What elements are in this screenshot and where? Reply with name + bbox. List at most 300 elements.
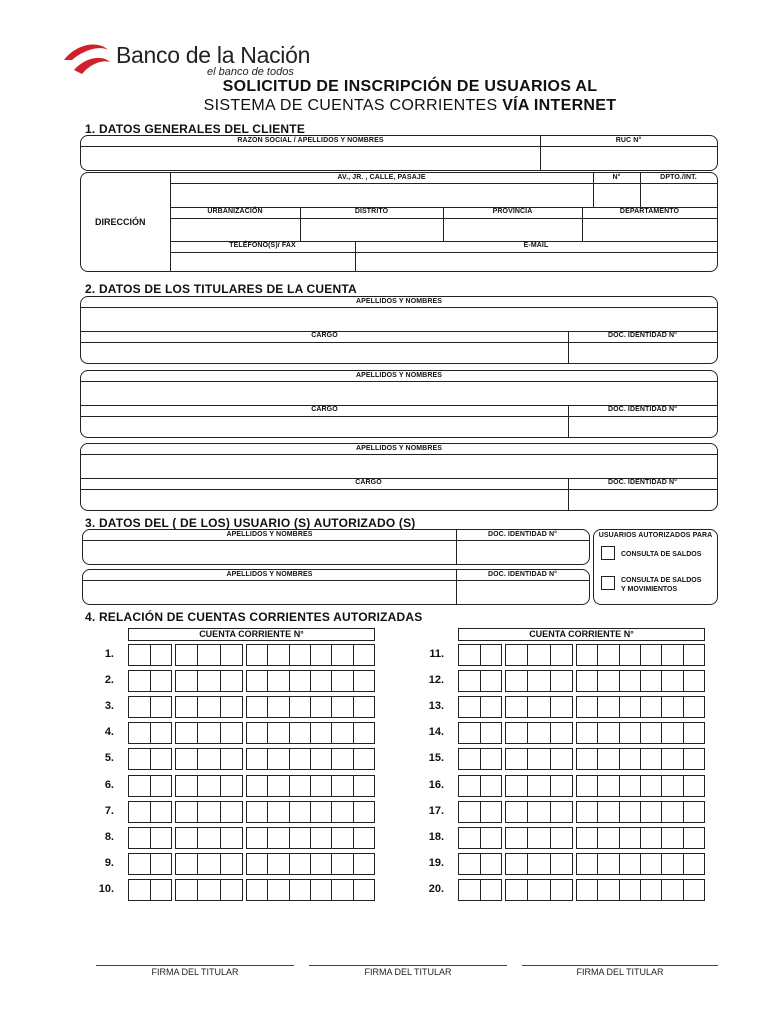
account-digit-cell[interactable] <box>641 645 662 665</box>
account-digit-cell[interactable] <box>662 880 683 900</box>
account-digit-group <box>505 670 573 692</box>
account-digit-cell[interactable] <box>176 880 198 900</box>
account-digit-cell[interactable] <box>577 697 598 717</box>
account-digit-cell[interactable] <box>528 697 550 717</box>
account-digit-cell[interactable] <box>598 776 619 796</box>
account-digit-cell[interactable] <box>620 880 641 900</box>
account-digit-cell[interactable] <box>268 802 289 822</box>
account-row-number: 6. <box>104 779 114 791</box>
account-digit-cell[interactable] <box>481 854 502 874</box>
account-digit-cell[interactable] <box>684 828 704 848</box>
client-name-box <box>80 135 718 171</box>
account-digit-cell[interactable] <box>481 880 502 900</box>
account-digit-cell[interactable] <box>528 854 550 874</box>
account-digit-cell[interactable] <box>129 645 151 665</box>
account-row-number: 4. <box>104 726 114 738</box>
account-digit-cell[interactable] <box>198 854 220 874</box>
titular-doc-label: DOC. IDENTIDAD N° <box>607 406 678 413</box>
account-digit-cell[interactable] <box>268 880 289 900</box>
account-digit-group <box>505 827 573 849</box>
account-digit-cell[interactable] <box>290 776 311 796</box>
account-digit-cell[interactable] <box>551 854 572 874</box>
account-digit-cell[interactable] <box>247 749 268 769</box>
account-digit-cell[interactable] <box>598 828 619 848</box>
account-digit-cell[interactable] <box>176 749 198 769</box>
account-digit-cell[interactable] <box>247 880 268 900</box>
direccion-label: DIRECCIÓN <box>95 217 146 227</box>
account-digit-cell[interactable] <box>506 776 528 796</box>
account-digit-cell[interactable] <box>506 828 528 848</box>
account-digit-cell[interactable] <box>311 671 332 691</box>
account-digit-group <box>458 827 502 849</box>
account-digit-cell[interactable] <box>528 723 550 743</box>
account-digit-cell[interactable] <box>129 880 151 900</box>
account-digit-cell[interactable] <box>459 854 481 874</box>
account-digit-cell[interactable] <box>598 749 619 769</box>
consulta-movimientos-line1: CONSULTA DE SALDOS <box>621 577 702 584</box>
account-digit-cell[interactable] <box>641 854 662 874</box>
account-digit-group <box>175 722 243 744</box>
account-digit-cell[interactable] <box>620 776 641 796</box>
account-digit-cell[interactable] <box>459 645 481 665</box>
account-digit-cell[interactable] <box>129 776 151 796</box>
account-digit-cell[interactable] <box>198 671 220 691</box>
account-digit-cell[interactable] <box>311 828 332 848</box>
signature-line-3 <box>522 965 718 966</box>
account-digit-cell[interactable] <box>684 671 704 691</box>
account-digit-cell[interactable] <box>551 723 572 743</box>
account-digit-cell[interactable] <box>129 749 151 769</box>
account-digit-cell[interactable] <box>506 749 528 769</box>
account-digit-cell[interactable] <box>662 854 683 874</box>
account-digit-group <box>458 879 502 901</box>
account-digit-cell[interactable] <box>198 828 220 848</box>
provincia-label: PROVINCIA <box>492 208 533 215</box>
account-digit-cell[interactable] <box>662 723 683 743</box>
account-digit-cell[interactable] <box>332 880 353 900</box>
account-digit-cell[interactable] <box>620 671 641 691</box>
account-digit-cell[interactable] <box>641 776 662 796</box>
account-digit-cell[interactable] <box>268 697 289 717</box>
account-row-number: 3. <box>104 700 114 712</box>
account-digit-cell[interactable] <box>506 802 528 822</box>
account-digit-cell[interactable] <box>129 828 151 848</box>
account-digit-cell[interactable] <box>684 776 704 796</box>
account-digit-cell[interactable] <box>354 776 374 796</box>
account-digit-cell[interactable] <box>577 723 598 743</box>
account-digit-group <box>175 801 243 823</box>
account-digit-cell[interactable] <box>290 828 311 848</box>
account-digit-cell[interactable] <box>247 697 268 717</box>
account-digit-cell[interactable] <box>176 697 198 717</box>
titular-box-1 <box>80 296 718 364</box>
ruc-label: RUC N° <box>615 137 642 144</box>
account-digit-cell[interactable] <box>176 723 198 743</box>
account-digit-group <box>246 670 375 692</box>
account-row-number: 11. <box>429 648 444 660</box>
departamento-label: DEPARTAMENTO <box>619 208 680 215</box>
account-digit-cell[interactable] <box>151 645 172 665</box>
account-digit-cell[interactable] <box>198 697 220 717</box>
account-digit-cell[interactable] <box>684 802 704 822</box>
signature-line-1 <box>96 965 294 966</box>
account-digit-cell[interactable] <box>332 828 353 848</box>
account-digit-cell[interactable] <box>290 880 311 900</box>
account-digit-cell[interactable] <box>247 802 268 822</box>
account-digit-cell[interactable] <box>332 749 353 769</box>
account-digit-group <box>175 853 243 875</box>
account-digit-cell[interactable] <box>176 776 198 796</box>
account-digit-cell[interactable] <box>354 880 374 900</box>
account-digit-cell[interactable] <box>354 645 374 665</box>
telefono-label: TELÉFONO(S)/ FAX <box>229 242 296 249</box>
account-digit-cell[interactable] <box>662 697 683 717</box>
account-digit-cell[interactable] <box>662 671 683 691</box>
account-digit-cell[interactable] <box>354 854 374 874</box>
account-digit-group <box>576 722 705 744</box>
account-digit-cell[interactable] <box>551 828 572 848</box>
account-digit-cell[interactable] <box>129 854 151 874</box>
titular-cargo-label: CARGO <box>311 332 338 339</box>
account-digit-cell[interactable] <box>506 854 528 874</box>
account-digit-cell[interactable] <box>598 880 619 900</box>
account-digit-cell[interactable] <box>268 671 289 691</box>
account-digit-cell[interactable] <box>311 645 332 665</box>
account-digit-cell[interactable] <box>151 880 172 900</box>
account-digit-group <box>458 670 502 692</box>
account-digit-cell[interactable] <box>221 723 242 743</box>
account-digit-cell[interactable] <box>198 723 220 743</box>
account-digit-group <box>576 696 705 718</box>
account-digit-cell[interactable] <box>459 697 481 717</box>
account-digit-cell[interactable] <box>684 697 704 717</box>
account-digit-cell[interactable] <box>332 645 353 665</box>
account-digit-cell[interactable] <box>129 697 151 717</box>
account-digit-cell[interactable] <box>641 749 662 769</box>
account-digit-group <box>175 879 243 901</box>
account-digit-cell[interactable] <box>221 828 242 848</box>
account-digit-cell[interactable] <box>481 645 502 665</box>
account-digit-group <box>576 775 705 797</box>
account-digit-cell[interactable] <box>247 645 268 665</box>
account-digit-cell[interactable] <box>221 854 242 874</box>
account-digit-cell[interactable] <box>620 697 641 717</box>
consulta-movimientos-checkbox[interactable] <box>601 576 615 590</box>
usuario-box-1 <box>82 529 590 565</box>
account-digit-cell[interactable] <box>311 802 332 822</box>
usuario-box-2 <box>82 569 590 605</box>
account-digit-cell[interactable] <box>459 802 481 822</box>
account-digit-cell[interactable] <box>577 880 598 900</box>
account-digit-cell[interactable] <box>176 671 198 691</box>
account-digit-cell[interactable] <box>662 828 683 848</box>
account-digit-cell[interactable] <box>662 749 683 769</box>
account-digit-cell[interactable] <box>268 749 289 769</box>
account-digit-cell[interactable] <box>354 749 374 769</box>
account-digit-cell[interactable] <box>481 749 502 769</box>
account-digit-group <box>128 722 172 744</box>
account-digit-cell[interactable] <box>151 802 172 822</box>
account-digit-group <box>505 775 573 797</box>
account-digit-group <box>175 748 243 770</box>
account-digit-cell[interactable] <box>481 671 502 691</box>
account-digit-cell[interactable] <box>598 854 619 874</box>
account-digit-cell[interactable] <box>598 645 619 665</box>
account-digit-cell[interactable] <box>662 645 683 665</box>
account-digit-cell[interactable] <box>551 776 572 796</box>
account-digit-cell[interactable] <box>354 697 374 717</box>
account-digit-cell[interactable] <box>268 854 289 874</box>
account-digit-cell[interactable] <box>290 749 311 769</box>
titular-doc-label: DOC. IDENTIDAD N° <box>607 479 678 486</box>
account-digit-cell[interactable] <box>247 828 268 848</box>
account-digit-cell[interactable] <box>620 802 641 822</box>
cuenta-header-left: CUENTA CORRIENTE N° <box>128 628 375 641</box>
account-digit-group <box>505 696 573 718</box>
razon-social-field[interactable] <box>83 148 538 168</box>
account-digit-cell[interactable] <box>528 802 550 822</box>
account-digit-cell[interactable] <box>551 671 572 691</box>
autorizados-title: USUARIOS AUTORIZADOS PARA <box>598 532 713 539</box>
account-digit-cell[interactable] <box>221 697 242 717</box>
calle-label: AV., JR. , CALLE, PASAJE <box>337 174 426 181</box>
form-title-line2-b: VÍA INTERNET <box>502 97 617 114</box>
account-digit-cell[interactable] <box>332 671 353 691</box>
section1-heading: 1. DATOS GENERALES DEL CLIENTE <box>85 122 306 136</box>
account-digit-cell[interactable] <box>459 880 481 900</box>
account-digit-cell[interactable] <box>221 645 242 665</box>
account-digit-group <box>458 775 502 797</box>
account-digit-cell[interactable] <box>551 645 572 665</box>
account-digit-cell[interactable] <box>290 671 311 691</box>
account-digit-group <box>128 879 172 901</box>
account-digit-cell[interactable] <box>151 749 172 769</box>
account-digit-cell[interactable] <box>332 776 353 796</box>
account-digit-cell[interactable] <box>620 828 641 848</box>
account-digit-cell[interactable] <box>551 880 572 900</box>
account-digit-cell[interactable] <box>129 802 151 822</box>
account-digit-cell[interactable] <box>151 697 172 717</box>
account-digit-group <box>458 853 502 875</box>
account-digit-cell[interactable] <box>332 802 353 822</box>
titular-nombres-label: APELLIDOS Y NOMBRES <box>355 445 443 452</box>
account-digit-cell[interactable] <box>620 749 641 769</box>
account-digit-cell[interactable] <box>684 749 704 769</box>
account-digit-cell[interactable] <box>641 697 662 717</box>
account-digit-group <box>458 801 502 823</box>
account-digit-cell[interactable] <box>506 697 528 717</box>
account-digit-cell[interactable] <box>528 776 550 796</box>
account-digit-cell[interactable] <box>577 854 598 874</box>
account-digit-cell[interactable] <box>129 671 151 691</box>
account-digit-cell[interactable] <box>662 776 683 796</box>
account-digit-cell[interactable] <box>598 697 619 717</box>
account-digit-cell[interactable] <box>506 880 528 900</box>
account-digit-cell[interactable] <box>577 802 598 822</box>
account-digit-cell[interactable] <box>290 645 311 665</box>
usuario-nombres-label: APELLIDOS Y NOMBRES <box>226 571 313 578</box>
account-digit-cell[interactable] <box>620 645 641 665</box>
account-digit-cell[interactable] <box>354 671 374 691</box>
autorizados-box <box>593 529 718 605</box>
account-digit-cell[interactable] <box>247 671 268 691</box>
account-digit-cell[interactable] <box>332 854 353 874</box>
account-digit-cell[interactable] <box>198 880 220 900</box>
account-digit-cell[interactable] <box>332 697 353 717</box>
account-digit-cell[interactable] <box>354 802 374 822</box>
account-digit-cell[interactable] <box>198 802 220 822</box>
account-digit-cell[interactable] <box>247 854 268 874</box>
account-digit-group <box>175 775 243 797</box>
consulta-movimientos-label <box>621 576 701 594</box>
account-digit-group <box>458 644 502 666</box>
account-digit-cell[interactable] <box>481 802 502 822</box>
account-digit-cell[interactable] <box>684 645 704 665</box>
account-digit-cell[interactable] <box>551 697 572 717</box>
account-digit-cell[interactable] <box>528 645 550 665</box>
account-digit-cell[interactable] <box>684 880 704 900</box>
account-digit-cell[interactable] <box>577 776 598 796</box>
account-digit-cell[interactable] <box>641 880 662 900</box>
account-digit-cell[interactable] <box>176 645 198 665</box>
titular-nombres-label: APELLIDOS Y NOMBRES <box>355 372 443 379</box>
consulta-saldos-checkbox[interactable] <box>601 546 615 560</box>
account-digit-group <box>246 827 375 849</box>
account-digit-cell[interactable] <box>176 854 198 874</box>
account-digit-cell[interactable] <box>332 723 353 743</box>
account-digit-cell[interactable] <box>268 645 289 665</box>
account-digit-cell[interactable] <box>311 749 332 769</box>
account-digit-cell[interactable] <box>598 671 619 691</box>
account-digit-cell[interactable] <box>551 802 572 822</box>
account-digit-cell[interactable] <box>354 828 374 848</box>
distrito-label: DISTRITO <box>354 208 389 215</box>
account-digit-cell[interactable] <box>577 749 598 769</box>
account-digit-cell[interactable] <box>481 697 502 717</box>
account-digit-cell[interactable] <box>506 645 528 665</box>
account-digit-cell[interactable] <box>221 671 242 691</box>
account-digit-group <box>128 670 172 692</box>
account-digit-cell[interactable] <box>151 723 172 743</box>
account-digit-cell[interactable] <box>151 671 172 691</box>
account-digit-cell[interactable] <box>311 776 332 796</box>
account-digit-cell[interactable] <box>641 723 662 743</box>
account-digit-group <box>505 748 573 770</box>
account-digit-cell[interactable] <box>528 880 550 900</box>
account-digit-cell[interactable] <box>221 749 242 769</box>
account-digit-cell[interactable] <box>290 854 311 874</box>
account-digit-cell[interactable] <box>268 723 289 743</box>
account-digit-cell[interactable] <box>176 802 198 822</box>
account-digit-cell[interactable] <box>290 697 311 717</box>
signature-label-2: FIRMA DEL TITULAR <box>364 967 452 977</box>
account-digit-cell[interactable] <box>354 723 374 743</box>
account-digit-cell[interactable] <box>151 828 172 848</box>
ruc-field[interactable] <box>543 148 715 168</box>
account-digit-cell[interactable] <box>459 828 481 848</box>
account-digit-cell[interactable] <box>198 776 220 796</box>
account-digit-cell[interactable] <box>528 749 550 769</box>
account-digit-cell[interactable] <box>176 828 198 848</box>
account-digit-cell[interactable] <box>598 802 619 822</box>
account-digit-group <box>505 644 573 666</box>
account-digit-cell[interactable] <box>311 880 332 900</box>
account-digit-group <box>128 644 172 666</box>
account-digit-cell[interactable] <box>577 828 598 848</box>
account-digit-cell[interactable] <box>577 671 598 691</box>
account-digit-cell[interactable] <box>268 776 289 796</box>
bank-logo-icon <box>62 40 112 76</box>
titular-cargo-label: CARGO <box>355 479 382 486</box>
account-digit-cell[interactable] <box>620 723 641 743</box>
account-digit-cell[interactable] <box>459 723 481 743</box>
account-digit-cell[interactable] <box>459 749 481 769</box>
signature-line-2 <box>309 965 507 966</box>
account-digit-cell[interactable] <box>151 776 172 796</box>
account-digit-cell[interactable] <box>151 854 172 874</box>
account-row-number: 10. <box>98 883 114 895</box>
account-digit-cell[interactable] <box>221 880 242 900</box>
account-digit-cell[interactable] <box>311 723 332 743</box>
account-digit-cell[interactable] <box>129 723 151 743</box>
account-digit-cell[interactable] <box>311 697 332 717</box>
account-digit-cell[interactable] <box>459 671 481 691</box>
section4-heading: 4. RELACIÓN DE CUENTAS CORRIENTES AUTORIZADAS <box>85 610 423 624</box>
account-digit-cell[interactable] <box>662 802 683 822</box>
account-digit-group <box>505 801 573 823</box>
form-title-line2-a: SISTEMA DE CUENTAS CORRIENTES <box>203 97 503 114</box>
account-digit-cell[interactable] <box>247 723 268 743</box>
account-digit-cell[interactable] <box>684 723 704 743</box>
account-digit-cell[interactable] <box>577 645 598 665</box>
account-digit-cell[interactable] <box>198 749 220 769</box>
account-row-number: 5. <box>104 752 114 764</box>
account-digit-group <box>576 853 705 875</box>
account-digit-cell[interactable] <box>528 671 550 691</box>
account-digit-group <box>246 644 375 666</box>
account-digit-cell[interactable] <box>598 723 619 743</box>
account-digit-cell[interactable] <box>481 828 502 848</box>
account-digit-group <box>246 775 375 797</box>
account-digit-group <box>128 696 172 718</box>
account-digit-cell[interactable] <box>641 828 662 848</box>
account-digit-cell[interactable] <box>290 802 311 822</box>
account-digit-cell[interactable] <box>506 723 528 743</box>
account-digit-cell[interactable] <box>481 723 502 743</box>
bank-name: Banco de la Nación <box>116 42 311 68</box>
account-digit-cell[interactable] <box>311 854 332 874</box>
account-digit-cell[interactable] <box>459 776 481 796</box>
account-row-number: 1. <box>104 648 114 660</box>
section2-heading: 2. DATOS DE LOS TITULARES DE LA CUENTA <box>85 282 357 296</box>
account-digit-cell[interactable] <box>221 802 242 822</box>
account-digit-cell[interactable] <box>247 776 268 796</box>
account-digit-cell[interactable] <box>290 723 311 743</box>
account-digit-cell[interactable] <box>221 776 242 796</box>
account-digit-cell[interactable] <box>528 828 550 848</box>
account-digit-cell[interactable] <box>620 854 641 874</box>
account-digit-cell[interactable] <box>641 671 662 691</box>
account-digit-cell[interactable] <box>198 645 220 665</box>
account-digit-cell[interactable] <box>684 854 704 874</box>
account-digit-cell[interactable] <box>641 802 662 822</box>
account-digit-cell[interactable] <box>506 671 528 691</box>
cuenta-header-right: CUENTA CORRIENTE N° <box>458 628 705 641</box>
account-digit-cell[interactable] <box>551 749 572 769</box>
account-digit-group <box>576 644 705 666</box>
account-digit-cell[interactable] <box>481 776 502 796</box>
account-digit-cell[interactable] <box>268 828 289 848</box>
